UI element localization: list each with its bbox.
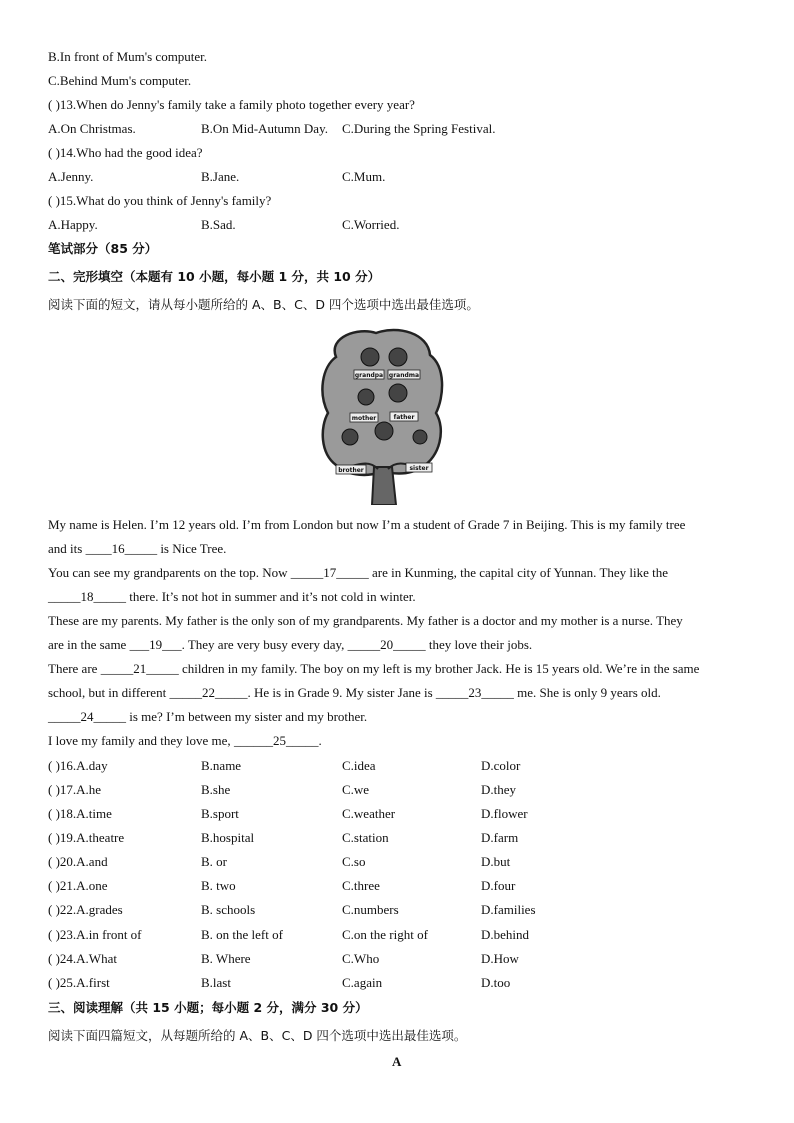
passage-line-6: are in the same ___19___. They are very busy every day, _____20_____ they love their jobs. (48, 637, 533, 652)
blank-17: _____17_____ (290, 565, 369, 580)
q24-option-a: ( )24.A.What (48, 951, 117, 966)
q16-option-b: B.name (201, 758, 242, 773)
blank-23: _____23_____ (435, 685, 514, 700)
q21-option-c: C.three (342, 878, 380, 893)
q19-option-a: ( )19.A.theatre (48, 830, 125, 845)
q24-option-d: D.How (481, 951, 519, 966)
q14-option-c: C.Mum. (342, 169, 386, 184)
q24-option-c: C.Who (342, 951, 380, 966)
q21-option-a: ( )21.A.one (48, 878, 108, 893)
q15-stem: ( )15.What do you think of Jenny's family? (48, 193, 272, 208)
passage-line-7: There are _____21_____ children in my family. The boy on my left is my brother Jack. He is 15 years old. We’re in the same (48, 661, 700, 676)
label-grandma: grandma (388, 372, 420, 379)
passage-line-10: I love my family and they love me, ______25_____. (48, 733, 322, 748)
label-father: father (393, 414, 415, 421)
q25-option-d: D.too (481, 975, 511, 990)
blank-20: _____20_____ (347, 637, 426, 652)
q22-option-c: C.numbers (342, 902, 399, 917)
blank-19: ___19___ (129, 637, 182, 652)
q16-option-d: D.color (481, 758, 521, 773)
label-grandpa: grandpa (354, 372, 384, 379)
section-2-instruction: 阅读下面的短文，请从每小题所给的 A、B、C、D 四个选项中选出最佳选项。 (48, 297, 479, 312)
q22-option-a: ( )22.A.grades (48, 902, 123, 917)
blank-22: _____22_____ (169, 685, 248, 700)
q15-option-a: A.Happy. (48, 217, 98, 232)
family-tree-illustration (318, 327, 446, 505)
q23-option-c: C.on the right of (342, 927, 428, 942)
q22-option-b: B. schools (201, 902, 256, 917)
q17-option-a: ( )17.A.he (48, 782, 102, 797)
q20-option-c: C.so (342, 854, 366, 869)
q14-option-a: A.Jenny. (48, 169, 94, 184)
q19-option-d: D.farm (481, 830, 519, 845)
q13-option-b: B.On Mid-Autumn Day. (201, 121, 328, 136)
q13-option-c: C.During the Spring Festival. (342, 121, 496, 136)
q19-option-b: B.hospital (201, 830, 255, 845)
q19-option-c: C.station (342, 830, 389, 845)
reading-part-a-heading: A (392, 1054, 402, 1069)
passage-line-9: _____24_____ is me? I’m between my sister and my brother. (48, 709, 368, 724)
q18-option-d: D.flower (481, 806, 528, 821)
label-brother: brother (338, 467, 364, 474)
blank-24: _____24_____ (48, 709, 126, 724)
blank-21: _____21_____ (100, 661, 179, 676)
passage-line-8: school, but in different _____22_____. He is in Grade 9. My sister Jane is _____23_____ me. She is only 9 years old. (48, 685, 661, 700)
q21-option-b: B. two (201, 878, 236, 893)
q22-option-d: D.families (481, 902, 536, 917)
label-sister: sister (409, 465, 429, 472)
q16-option-a: ( )16.A.day (48, 758, 108, 773)
q25-option-a: ( )25.A.first (48, 975, 110, 990)
q16-option-c: C.idea (342, 758, 376, 773)
passage-line-1: My name is Helen. I’m 12 years old. I’m from London but now I’m a student of Grade 7 in Beijing. This is my family tree (48, 517, 686, 532)
blank-16: ____16_____ (85, 541, 158, 556)
q17-option-d: D.they (481, 782, 517, 797)
section-3-instruction: 阅读下面四篇短文，从每题所给的 A、B、C、D 四个选项中选出最佳选项。 (48, 1028, 467, 1043)
label-mother: mother (351, 415, 377, 422)
q21-option-d: D.four (481, 878, 516, 893)
q24-option-b: B. Where (201, 951, 251, 966)
q15-option-b: B.Sad. (201, 217, 236, 232)
q20-option-a: ( )20.A.and (48, 854, 108, 869)
q17-option-b: B.she (201, 782, 231, 797)
q13-stem: ( )13.When do Jenny's family take a family photo together every year? (48, 97, 415, 112)
q17-option-c: C.we (342, 782, 370, 797)
q14-stem: ( )14.Who had the good idea? (48, 145, 203, 160)
section-2-title: 二、完形填空（本题有 10 小题，每小题 1 分，共 10 分） (48, 269, 381, 284)
passage-line-5: These are my parents. My father is the only son of my grandparents. My father is a doctor and my mother is a nurse. They (48, 613, 683, 628)
section-3-title: 三、阅读理解（共 15 小题；每小题 2 分，满分 30 分） (48, 1000, 368, 1015)
q18-option-b: B.sport (201, 806, 239, 821)
q23-option-a: ( )23.A.in front of (48, 927, 142, 942)
blank-25: ______25_____ (233, 733, 319, 748)
q23-option-b: B. on the left of (201, 927, 283, 942)
q25-option-c: C.again (342, 975, 383, 990)
q20-option-b: B. or (201, 854, 227, 869)
passage-line-3: You can see my grandparents on the top. Now _____17_____ are in Kunming, the capital city of Yunnan. They like the (48, 565, 669, 580)
q12-option-c: C.Behind Mum's computer. (48, 73, 192, 88)
q13-option-a: A.On Christmas. (48, 121, 136, 136)
blank-18: _____18_____ (48, 589, 126, 604)
q25-option-b: B.last (201, 975, 231, 990)
q18-option-c: C.weather (342, 806, 396, 821)
q12-option-b: B.In front of Mum's computer. (48, 49, 208, 64)
passage-line-4: _____18_____ there. It’s not hot in summer and it’s not cold in winter. (48, 589, 416, 604)
q20-option-d: D.but (481, 854, 511, 869)
passage-line-2: and its ____16_____ is Nice Tree. (48, 541, 227, 556)
q23-option-d: D.behind (481, 927, 530, 942)
q14-option-b: B.Jane. (201, 169, 240, 184)
q15-option-c: C.Worried. (342, 217, 400, 232)
q18-option-a: ( )18.A.time (48, 806, 112, 821)
written-section-header: 笔试部分（85 分） (48, 241, 158, 256)
